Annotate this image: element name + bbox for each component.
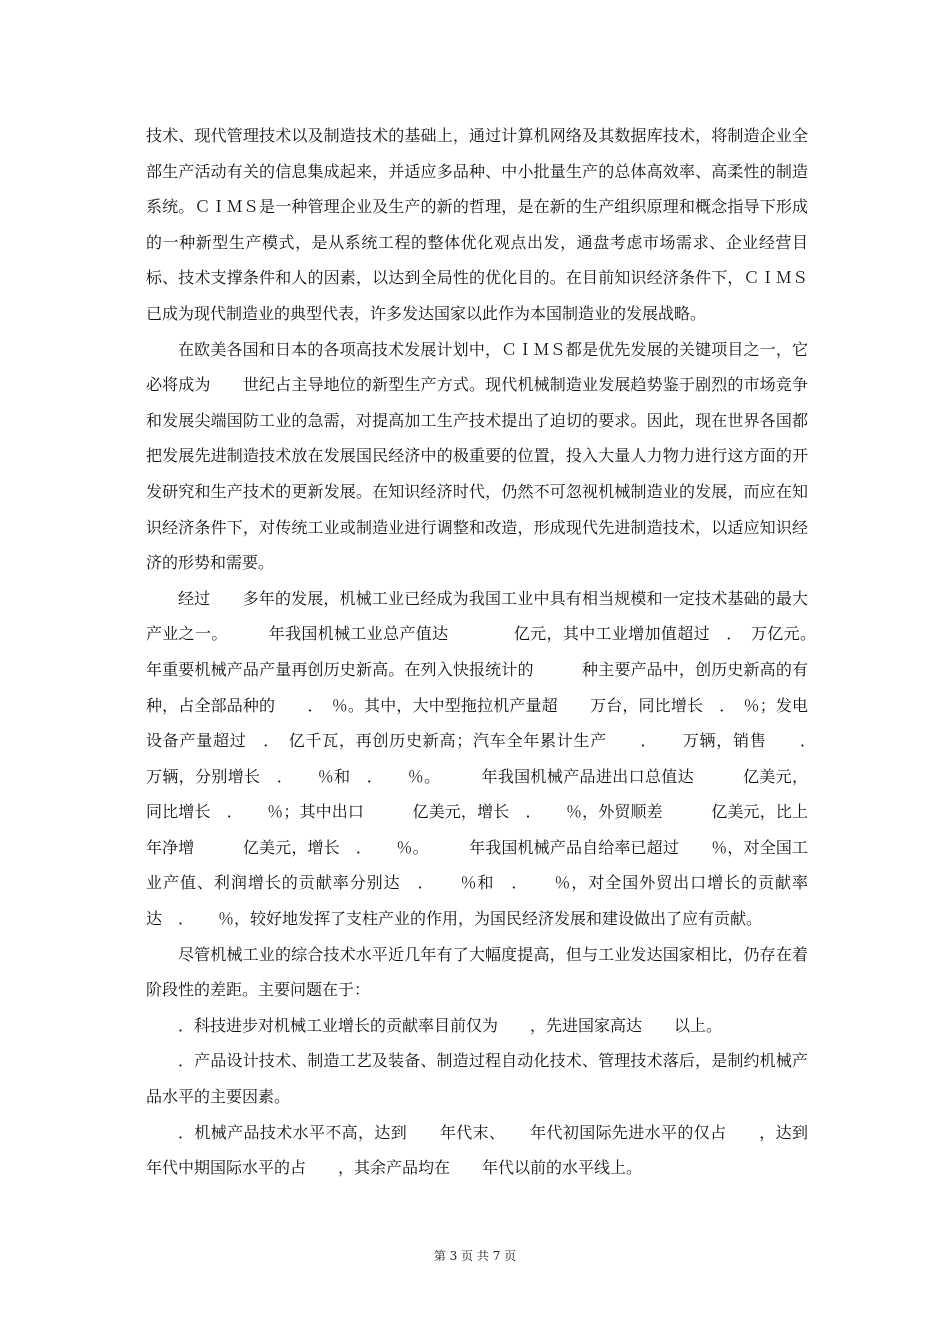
body-text <box>146 118 841 1186</box>
problem-item-1: ．科技进步对机械工业增长的贡献率目前仅为 ，先进国家高达 以上。 <box>178 1015 723 1035</box>
problem-item-3: ．机械产品技术水平不高，达到 年代末、 年代初国际先进水平的仅占 ，达到 年代中期国际水平的占 ，其余产品均在 年代以前的水平线上。 <box>146 1122 841 1178</box>
paragraph-cims-definition: 技术、现代管理技术以及制造技术的基础上，通过计算机网络及其数据库技术，将制造企业全部生产活动有关的信息集成起来，并适应多品种、中小批量生产的总体高效率、高柔性的制造系统。ＣＩＭＳ是一种管理企业及生产的新的哲理，是在新的生产组织原理和概念指导下形成的一种新型生产模式，是从系统工程的整体优化观点出发，通盘考虑市场需求、企业经营目标、技术支撑条件和人的因素，以达到全局性的优化目的。在目前知识经济条件下，ＣＩＭＳ已成为现代制造业的典型代表，许多发达国家以此作为本国制造业的发展战略。 <box>146 126 808 323</box>
problem-item-2: ．产品设计技术、制造工艺及装备、制造过程自动化技术、管理技术落后，是制约机械产品水平的主要因素。 <box>146 1051 808 1107</box>
paragraph-industry-statistics: 经过 多年的发展，机械工业已经成为我国工业中具有相当规模和一定技术基础的最大产业之一。 年我国机械工业总产值达 亿元，其中工业增加值超过 ． 万亿元。 年重要机械产品产量再创历史新高。在列入快报统计的 种主要产品中，创历史新高的有 种，占全部品种的 ． ％。其中，大中型拖拉机产量超 万台，同比增长 ． ％；发电设备产量超过 ． 亿千瓦，再创历史新高；汽车全年累计生产 ． 万辆，销售 ． 万辆，分别增长 ． ％和 ． ％。 年我国机械产品进出口总值达 亿美元，同比增长 ． ％；其中出口 亿美元，增长 ． ％，外贸顺差 亿美元，比上年净增 亿美元，增长 ． ％。 年我国机械产品自给率已超过 ％，对全国工业产值、利润增长的贡献率分别达 ． ％和 ． ％，对全国外贸出口增长的贡献率达 ． ％，较好地发挥了支柱产业的作用，为国民经济发展和建设做出了应有贡献。 <box>146 588 841 929</box>
paragraph-main-problems: 尽管机械工业的综合技术水平近几年有了大幅度提高，但与工业发达国家相比，仍存在着阶段性的差距。主要问题在于： <box>146 944 808 1000</box>
page-footer: 第 3 页 共 7 页 <box>433 1249 517 1263</box>
paragraph-cims-priority: 在欧美各国和日本的各项高技术发展计划中，ＣＩＭＳ都是优先发展的关键项目之一，它必将成为 世纪占主导地位的新型生产方式。现代机械制造业发展趋势鉴于剧烈的市场竞争和发展尖端国防工业的急需，对提高加工生产技术提出了迫切的要求。因此，现在世界各国都把发展先进制造技术放在发展国民经济中的极重要的位置，投入大量人力物力进行这方面的开发研究和生产技术的更新发展。在知识经济时代，仍然不可忽视机械制造业的发展，而应在知识经济条件下，对传统工业或制造业进行调整和改造，形成现代先进制造技术，以适应知识经济的形势和需要。 <box>146 339 808 573</box>
